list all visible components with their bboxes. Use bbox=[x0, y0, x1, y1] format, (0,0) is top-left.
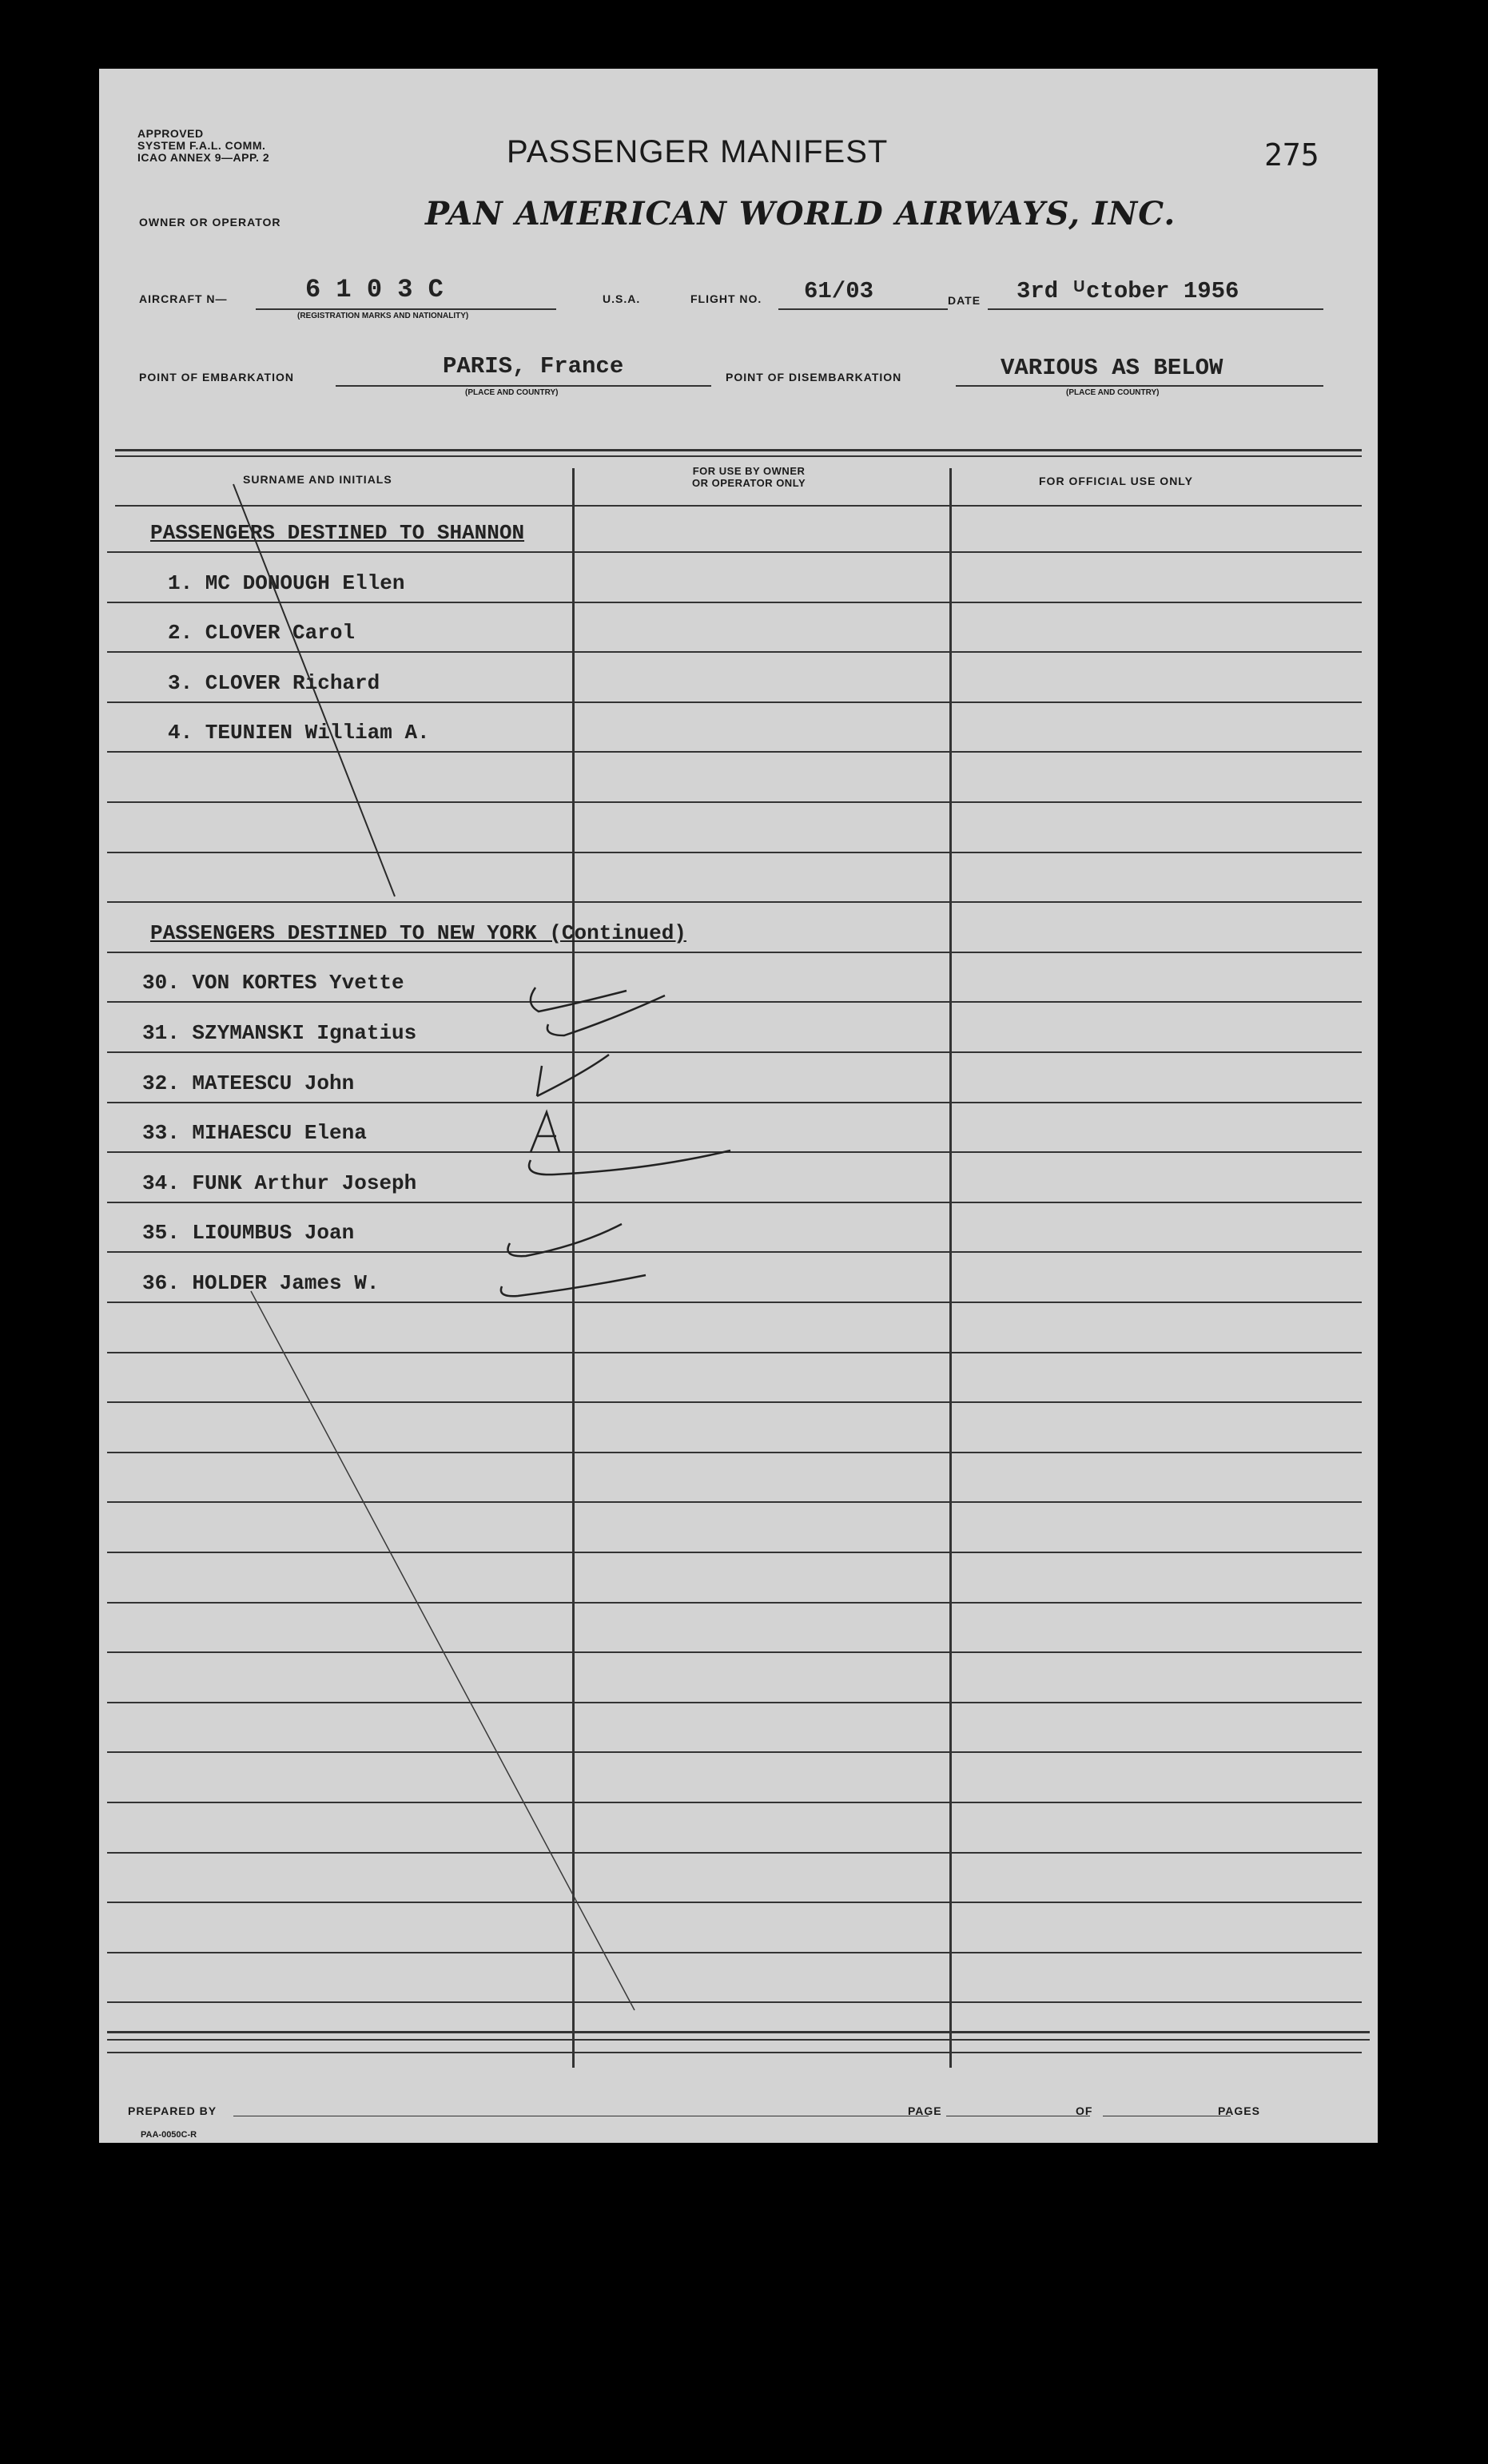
embark-sub: (PLACE AND COUNTRY) bbox=[465, 388, 559, 397]
handwritten-marks bbox=[99, 69, 1378, 2143]
approval-line: ICAO ANNEX 9—APP. 2 bbox=[137, 151, 270, 164]
check-mark bbox=[501, 1275, 646, 1296]
passenger-entry: 1. MC DONOUGH Ellen bbox=[168, 571, 405, 595]
passenger-entry: 34. FUNK Arthur Joseph bbox=[142, 1171, 417, 1195]
disembark-sub: (PLACE AND COUNTRY) bbox=[1066, 388, 1160, 397]
aircraft-label: AIRCRAFT N— bbox=[139, 292, 228, 305]
passenger-entry: 36. HOLDER James W. bbox=[142, 1271, 380, 1295]
disembark-label: POINT OF DISEMBARKATION bbox=[726, 371, 902, 384]
approval-line: APPROVED bbox=[137, 127, 204, 140]
section-heading: PASSENGERS DESTINED TO SHANNON bbox=[150, 521, 525, 545]
check-mark bbox=[537, 1055, 609, 1096]
form-number: PAA-0050C-R bbox=[141, 2130, 197, 2140]
passenger-entry: 33. MIHAESCU Elena bbox=[142, 1121, 367, 1145]
section-heading: PASSENGERS DESTINED TO NEW YORK (Continued) bbox=[150, 921, 686, 945]
embark-label: POINT OF EMBARKATION bbox=[139, 371, 294, 384]
flight-value: 61/03 bbox=[804, 278, 874, 304]
manifest-sheet bbox=[99, 69, 1378, 2143]
passenger-entry: 32. MATEESCU John bbox=[142, 1071, 355, 1095]
owner-label: OWNER OR OPERATOR bbox=[139, 216, 281, 229]
passenger-entry: 35. LIOUMBUS Joan bbox=[142, 1221, 355, 1245]
page-title: PASSENGER MANIFEST bbox=[507, 134, 889, 169]
col-header-official: FOR OFFICIAL USE ONLY bbox=[1039, 475, 1193, 487]
check-mark bbox=[508, 1224, 623, 1256]
prepared-by-label: PREPARED BY bbox=[128, 2104, 217, 2117]
col-header-owner-line: OR OPERATOR ONLY bbox=[692, 477, 806, 489]
check-mark bbox=[531, 988, 627, 1011]
passenger-entry: 30. VON KORTES Yvette bbox=[142, 971, 404, 995]
col-header-surname: SURNAME AND INITIALS bbox=[243, 473, 392, 486]
date-value: 3rd ᵁctober 1956 bbox=[1017, 278, 1239, 304]
pages-label: PAGES bbox=[1218, 2104, 1260, 2117]
approval-line: SYSTEM F.A.L. COMM. bbox=[137, 139, 266, 152]
page-stamp: 275 bbox=[1264, 137, 1319, 173]
strike-line bbox=[251, 1291, 635, 2010]
passenger-entry: 3. CLOVER Richard bbox=[168, 671, 380, 695]
page-label: PAGE bbox=[908, 2104, 942, 2117]
of-label: OF bbox=[1076, 2104, 1093, 2117]
passenger-entry: 31. SZYMANSKI Ignatius bbox=[142, 1021, 417, 1045]
aircraft-sub: (REGISTRATION MARKS AND NATIONALITY) bbox=[297, 312, 469, 320]
usa-label: U.S.A. bbox=[603, 292, 641, 305]
aircraft-value: 6 1 0 3 C bbox=[305, 275, 444, 304]
embark-value: PARIS, France bbox=[443, 353, 624, 380]
check-mark bbox=[529, 1151, 730, 1174]
strike-line bbox=[233, 484, 395, 896]
initial-mark bbox=[531, 1112, 559, 1152]
passenger-entry: 4. TEUNIEN William A. bbox=[168, 721, 430, 745]
check-mark bbox=[547, 996, 665, 1035]
col-header-owner-line: FOR USE BY OWNER bbox=[692, 465, 806, 477]
disembark-value: VARIOUS AS BELOW bbox=[1001, 355, 1223, 381]
passenger-entry: 2. CLOVER Carol bbox=[168, 621, 356, 645]
operator-name: PAN AMERICAN WORLD AIRWAYS, INC. bbox=[425, 195, 1176, 232]
date-label: DATE bbox=[948, 294, 981, 307]
flight-label: FLIGHT NO. bbox=[690, 292, 762, 305]
